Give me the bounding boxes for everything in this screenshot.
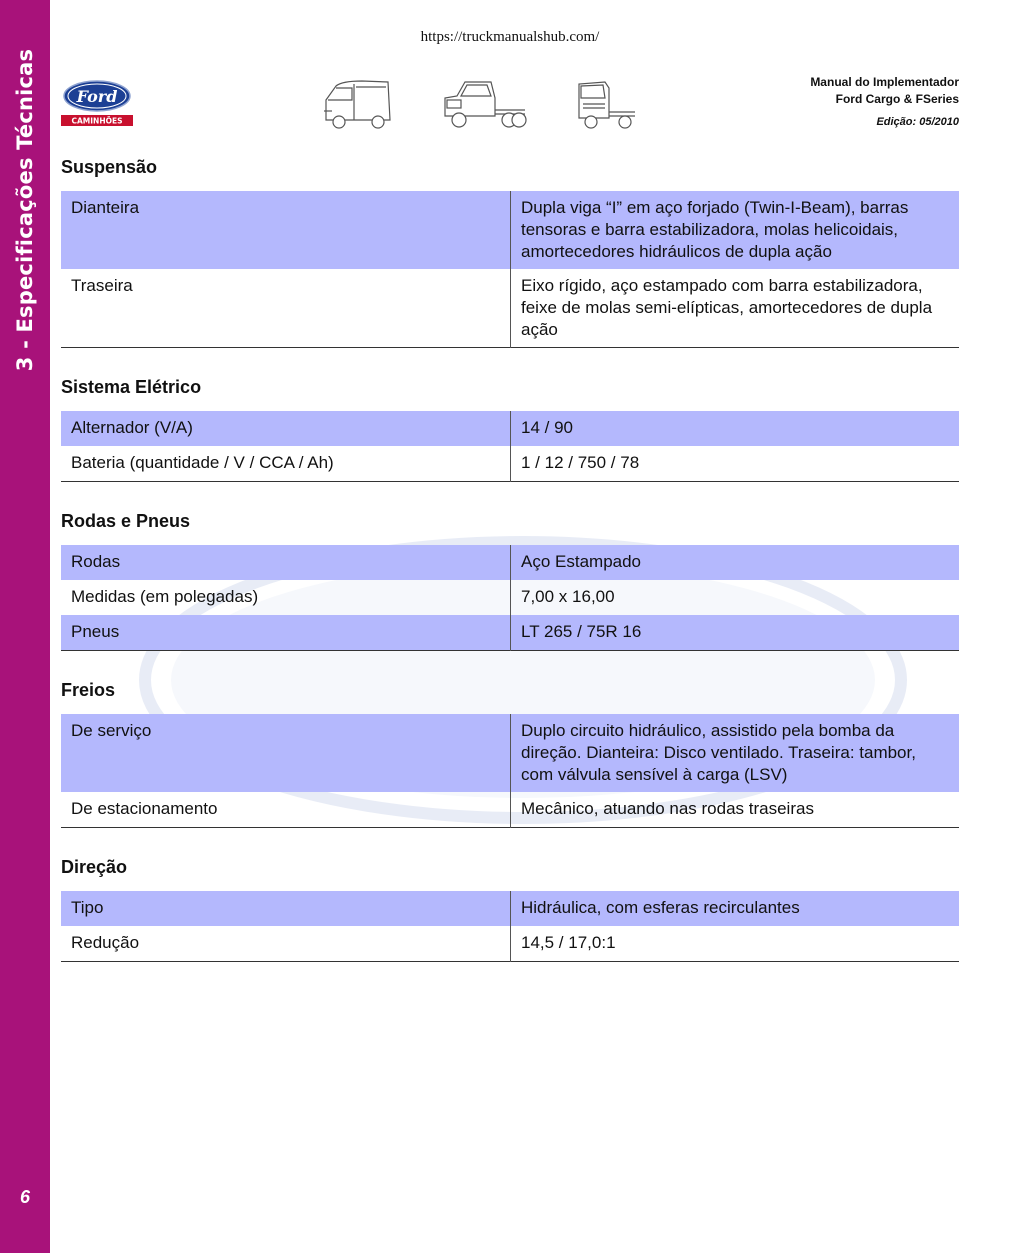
row-label: De serviço xyxy=(61,714,511,792)
row-value: Hidráulica, com esferas recirculantes xyxy=(511,891,960,926)
ford-logo xyxy=(61,78,133,128)
row-label: Bateria (quantidade / V / CCA / Ah) xyxy=(61,446,511,482)
row-label: Redução xyxy=(61,926,511,962)
row-label: Rodas xyxy=(61,545,511,580)
spec-table-freios xyxy=(61,714,959,828)
spec-content xyxy=(61,150,959,984)
pickup-chassis-icon xyxy=(441,78,529,132)
table-row xyxy=(61,269,959,348)
section-title-freios: Freios xyxy=(61,680,116,700)
row-value: Mecânico, atuando nas rodas traseiras xyxy=(521,799,814,818)
table-row xyxy=(61,545,959,580)
row-value: 1 / 12 / 750 / 78 xyxy=(521,453,640,472)
section-title-direcao: Direção xyxy=(61,857,128,877)
row-label: Traseira xyxy=(61,269,511,348)
section-title-sistema-eletrico: Sistema Elétrico xyxy=(61,377,202,397)
spec-table-direcao xyxy=(61,891,959,962)
source-url[interactable]: https://truckmanualshub.com/ xyxy=(420,29,600,45)
row-label: Tipo xyxy=(61,891,511,926)
row-value: 14,5 / 17,0:1 xyxy=(521,933,616,952)
manual-header xyxy=(810,74,959,131)
table-row xyxy=(61,792,959,828)
van-icon xyxy=(322,78,394,132)
ford-logo-text: Ford xyxy=(76,87,118,106)
row-value: 14 / 90 xyxy=(511,411,960,446)
cargo-truck-icon xyxy=(575,78,637,132)
section-title-suspensao: Suspensão xyxy=(61,157,158,177)
table-row xyxy=(61,580,959,615)
row-value: Eixo rígido, aço estampado com barra estabilizadora, feixe de molas semi-elípticas, amortecedores de dupla ação xyxy=(521,276,933,339)
table-row xyxy=(61,926,959,962)
manual-title: Manual do Implementador xyxy=(810,75,959,89)
page-number: 6 xyxy=(19,1187,30,1207)
table-row xyxy=(61,191,959,269)
table-row xyxy=(61,411,959,446)
table-row xyxy=(61,891,959,926)
row-value: Duplo circuito hidráulico, assistido pela bomba da direção. Dianteira: Disco ventilado. Traseira: tambor, com válvula sensível à carga (LSV) xyxy=(511,714,960,792)
table-row xyxy=(61,714,959,792)
row-value: LT 265 / 75R 16 xyxy=(511,615,960,651)
section-title-rodas-pneus: Rodas e Pneus xyxy=(61,511,191,531)
row-label: De estacionamento xyxy=(61,792,511,828)
side-chapter-title: 3 - Especificações Técnicas xyxy=(13,48,37,372)
spec-table-rodas-pneus xyxy=(61,545,959,651)
row-value: Aço Estampado xyxy=(511,545,960,580)
row-label: Pneus xyxy=(61,615,511,651)
row-value: Dupla viga “I” em aço forjado (Twin-I-Beam), barras tensoras e barra estabilizadora, molas helicoidais, amortecedores hidráulicos de dupla ação xyxy=(511,191,960,269)
row-label: Alternador (V/A) xyxy=(61,411,511,446)
side-bar xyxy=(0,0,50,1253)
ford-logo-subtext: CAMINHÕES xyxy=(71,116,123,126)
row-label: Dianteira xyxy=(61,191,511,269)
row-label: Medidas (em polegadas) xyxy=(61,580,511,615)
row-value: 7,00 x 16,00 xyxy=(521,587,615,606)
spec-table-sistema-eletrico xyxy=(61,411,959,482)
manual-subtitle: Ford Cargo & FSeries xyxy=(835,92,959,106)
table-row xyxy=(61,446,959,482)
table-row xyxy=(61,615,959,651)
spec-table-suspensao xyxy=(61,191,959,348)
edition: Edição: 05/2010 xyxy=(876,116,959,128)
